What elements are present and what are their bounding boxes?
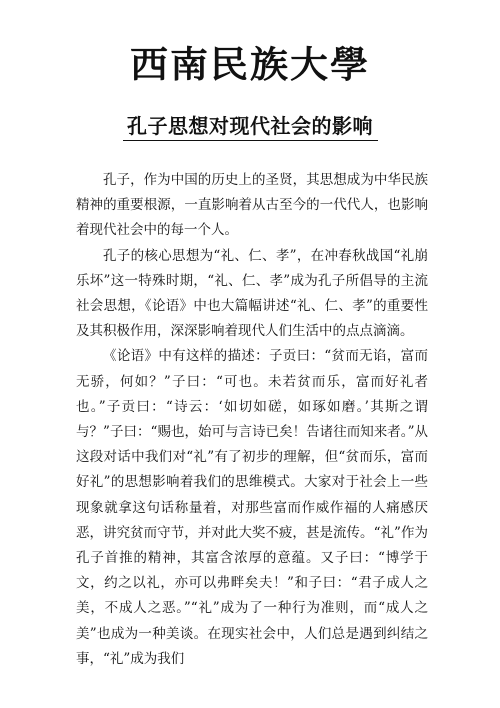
page-title: 孔子思想对现代社会的影响 bbox=[127, 114, 373, 138]
title-underline bbox=[123, 140, 378, 141]
paragraph-3: 《论语》中有这样的描述：子贡曰：“贫而无谄，富而无骄，何如？”子曰：“可也。未若贫而乐，富而好礼者也。”子贡曰：“诗云：‘如切如磋，如琢如磨。’其斯之谓与？”子曰：“赐也，始可与言诗已矣！告诸往而知来者。”从这段对话中我们对“礼”有了初步的理解，但“贫而乐，富而好礼”的思想影响着我们的思维模式。大家对于社会上一些现象就拿这句话称量着，对那些富而作威作福的人痛感厌恶，讲究贫而守节，并对此大奖不疲，甚是流传。“礼”作为孔子首推的精神，其富含浓厚的意蕴。又子曰：“博学于文，约之以礼，亦可以弗畔矣夫！”和子曰：“君子成人之美，不成人之恶。”“礼”成为了一种行为准则，而“成人之美”也成为一种美谈。在现实社会中，人们总是遇到纠结之事，“礼”成为我们 bbox=[76, 348, 428, 667]
document-body bbox=[76, 168, 428, 672]
paragraph-1: 孔子，作为中国的历史上的圣贤，其思想成为中华民族精神的重要根源，一直影响着从古至今的一代代人，也影响着现代社会中的每一个人。 bbox=[76, 172, 428, 239]
university-logo-text: 西南民族大學 bbox=[129, 42, 370, 86]
paragraph-2: 孔子的核心思想为“礼、仁、孝”，在冲春秋战国“礼崩乐坏”这一特殊时期，“礼、仁、孝”成为孔子所倡导的主流社会思想，《论语》中也大篇幅讲述“礼、仁、孝”的重要性及其积极作用，深深影响着现代人们生活中的点点滴滴。 bbox=[76, 247, 428, 340]
